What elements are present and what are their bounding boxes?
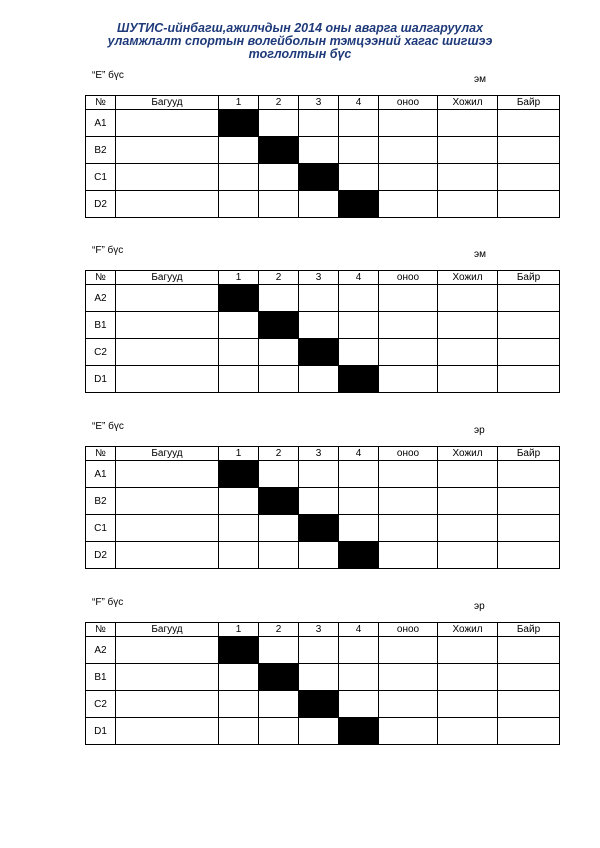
page-title — [60, 22, 540, 61]
place-cell — [498, 461, 560, 488]
points-cell — [379, 691, 438, 718]
wins-cell — [438, 339, 498, 366]
points-cell — [379, 137, 438, 164]
game-cell — [339, 137, 379, 164]
game-cell — [339, 515, 379, 542]
header-no: № — [86, 623, 116, 637]
team-name-cell — [116, 637, 219, 664]
header-wins: Хожил — [438, 447, 498, 461]
place-cell — [498, 542, 560, 569]
team-name-cell — [116, 366, 219, 393]
game-cell — [259, 110, 299, 137]
table-row — [86, 164, 560, 191]
team-name-cell — [116, 285, 219, 312]
team-code-cell: B1 — [86, 312, 116, 339]
place-cell — [498, 137, 560, 164]
place-cell — [498, 110, 560, 137]
game-cell — [299, 110, 339, 137]
score-table — [85, 622, 560, 745]
game-cell — [259, 366, 299, 393]
team-name-cell — [116, 339, 219, 366]
team-name-cell — [116, 191, 219, 218]
team-code-cell: B1 — [86, 664, 116, 691]
wins-cell — [438, 664, 498, 691]
game-cell — [339, 461, 379, 488]
place-cell — [498, 691, 560, 718]
header-g2: 2 — [259, 271, 299, 285]
team-code-cell: D2 — [86, 542, 116, 569]
place-cell — [498, 718, 560, 745]
header-g1: 1 — [219, 447, 259, 461]
team-name-cell — [116, 110, 219, 137]
team-name-cell — [116, 461, 219, 488]
game-cell — [299, 461, 339, 488]
game-cell — [219, 718, 259, 745]
team-name-cell — [116, 542, 219, 569]
place-cell — [498, 515, 560, 542]
points-cell — [379, 339, 438, 366]
game-cell — [339, 488, 379, 515]
game-cell — [299, 366, 339, 393]
wins-cell — [438, 637, 498, 664]
blocked-cell — [299, 164, 339, 191]
wins-cell — [438, 515, 498, 542]
game-cell — [259, 691, 299, 718]
gender-label: эр — [474, 425, 485, 436]
blocked-cell — [299, 515, 339, 542]
wins-cell — [438, 164, 498, 191]
game-cell — [339, 664, 379, 691]
game-cell — [219, 664, 259, 691]
table-row — [86, 191, 560, 218]
wins-cell — [438, 488, 498, 515]
blocked-cell — [219, 110, 259, 137]
wins-cell — [438, 718, 498, 745]
header-g3: 3 — [299, 447, 339, 461]
place-cell — [498, 191, 560, 218]
points-cell — [379, 312, 438, 339]
game-cell — [339, 285, 379, 312]
header-team: Багууд — [116, 623, 219, 637]
gender-label: эр — [474, 601, 485, 612]
team-name-cell — [116, 515, 219, 542]
team-code-cell: B2 — [86, 488, 116, 515]
table-row — [86, 515, 560, 542]
points-cell — [379, 664, 438, 691]
header-place: Байр — [498, 96, 560, 110]
points-cell — [379, 110, 438, 137]
team-name-cell — [116, 691, 219, 718]
table-header-row — [86, 447, 560, 461]
score-table — [85, 270, 560, 393]
header-points: оноо — [379, 447, 438, 461]
title-line-2: уламжлалт спортын волейболын тэмцээний хагас шигшээ — [107, 34, 493, 48]
points-cell — [379, 164, 438, 191]
header-team: Багууд — [116, 447, 219, 461]
game-cell — [299, 664, 339, 691]
blocked-cell — [219, 637, 259, 664]
wins-cell — [438, 366, 498, 393]
team-code-cell: B2 — [86, 137, 116, 164]
header-g4: 4 — [339, 271, 379, 285]
team-name-cell — [116, 718, 219, 745]
game-cell — [259, 191, 299, 218]
game-cell — [339, 339, 379, 366]
blocked-cell — [339, 191, 379, 218]
team-name-cell — [116, 312, 219, 339]
team-name-cell — [116, 488, 219, 515]
header-g3: 3 — [299, 623, 339, 637]
team-name-cell — [116, 664, 219, 691]
table-row — [86, 285, 560, 312]
title-line-3: тоглолтын бүс — [248, 47, 352, 61]
game-cell — [219, 515, 259, 542]
game-cell — [299, 312, 339, 339]
header-g3: 3 — [299, 96, 339, 110]
table-row — [86, 691, 560, 718]
zone-label: “F” бүс — [92, 245, 124, 256]
place-cell — [498, 366, 560, 393]
place-cell — [498, 488, 560, 515]
wins-cell — [438, 110, 498, 137]
points-cell — [379, 285, 438, 312]
game-cell — [339, 637, 379, 664]
place-cell — [498, 285, 560, 312]
game-cell — [299, 542, 339, 569]
game-cell — [219, 488, 259, 515]
team-code-cell: D2 — [86, 191, 116, 218]
place-cell — [498, 339, 560, 366]
blocked-cell — [339, 366, 379, 393]
header-g4: 4 — [339, 623, 379, 637]
score-table — [85, 95, 560, 218]
wins-cell — [438, 137, 498, 164]
blocked-cell — [259, 664, 299, 691]
game-cell — [299, 488, 339, 515]
blocked-cell — [259, 312, 299, 339]
place-cell — [498, 664, 560, 691]
header-g4: 4 — [339, 96, 379, 110]
points-cell — [379, 637, 438, 664]
game-cell — [299, 718, 339, 745]
game-cell — [259, 515, 299, 542]
game-cell — [299, 137, 339, 164]
game-cell — [339, 110, 379, 137]
header-no: № — [86, 96, 116, 110]
game-cell — [259, 339, 299, 366]
header-no: № — [86, 447, 116, 461]
header-team: Багууд — [116, 96, 219, 110]
game-cell — [339, 164, 379, 191]
header-points: оноо — [379, 96, 438, 110]
header-g3: 3 — [299, 271, 339, 285]
table-row — [86, 339, 560, 366]
table-header-row — [86, 623, 560, 637]
header-g2: 2 — [259, 447, 299, 461]
header-g1: 1 — [219, 271, 259, 285]
table-row — [86, 542, 560, 569]
table-row — [86, 488, 560, 515]
team-name-cell — [116, 164, 219, 191]
team-code-cell: A1 — [86, 461, 116, 488]
game-cell — [219, 339, 259, 366]
blocked-cell — [259, 137, 299, 164]
place-cell — [498, 312, 560, 339]
team-code-cell: C1 — [86, 515, 116, 542]
game-cell — [219, 164, 259, 191]
points-cell — [379, 515, 438, 542]
team-code-cell: D1 — [86, 366, 116, 393]
header-points: оноо — [379, 623, 438, 637]
table-header-row — [86, 96, 560, 110]
header-no: № — [86, 271, 116, 285]
header-wins: Хожил — [438, 96, 498, 110]
header-place: Байр — [498, 447, 560, 461]
header-g1: 1 — [219, 623, 259, 637]
header-wins: Хожил — [438, 271, 498, 285]
game-cell — [259, 164, 299, 191]
blocked-cell — [299, 339, 339, 366]
game-cell — [299, 285, 339, 312]
game-cell — [219, 312, 259, 339]
place-cell — [498, 637, 560, 664]
gender-label: эм — [474, 249, 486, 260]
zone-label: “E” бүс — [92, 421, 124, 432]
game-cell — [219, 542, 259, 569]
zone-label: “E” бүс — [92, 70, 124, 81]
game-cell — [259, 461, 299, 488]
game-cell — [339, 312, 379, 339]
team-code-cell: A1 — [86, 110, 116, 137]
game-cell — [339, 691, 379, 718]
team-code-cell: C2 — [86, 691, 116, 718]
table-row — [86, 366, 560, 393]
points-cell — [379, 461, 438, 488]
table-row — [86, 718, 560, 745]
points-cell — [379, 488, 438, 515]
zone-label: “F” бүс — [92, 597, 124, 608]
game-cell — [219, 137, 259, 164]
blocked-cell — [299, 691, 339, 718]
game-cell — [259, 718, 299, 745]
wins-cell — [438, 461, 498, 488]
game-cell — [259, 637, 299, 664]
table-row — [86, 110, 560, 137]
points-cell — [379, 191, 438, 218]
blocked-cell — [259, 488, 299, 515]
header-wins: Хожил — [438, 623, 498, 637]
header-points: оноо — [379, 271, 438, 285]
wins-cell — [438, 312, 498, 339]
game-cell — [299, 637, 339, 664]
gender-label: эм — [474, 74, 486, 85]
table-header-row — [86, 271, 560, 285]
wins-cell — [438, 191, 498, 218]
game-cell — [219, 191, 259, 218]
title-line-1: ШУТИС-ийнбагш,ажилчдын 2014 оны аварга шалгаруулах — [116, 21, 484, 35]
points-cell — [379, 366, 438, 393]
blocked-cell — [339, 718, 379, 745]
blocked-cell — [339, 542, 379, 569]
blocked-cell — [219, 461, 259, 488]
team-code-cell: A2 — [86, 285, 116, 312]
header-g2: 2 — [259, 623, 299, 637]
score-table — [85, 446, 560, 569]
game-cell — [259, 542, 299, 569]
place-cell — [498, 164, 560, 191]
table-row — [86, 637, 560, 664]
header-g1: 1 — [219, 96, 259, 110]
wins-cell — [438, 285, 498, 312]
game-cell — [259, 285, 299, 312]
table-row — [86, 137, 560, 164]
table-row — [86, 461, 560, 488]
team-name-cell — [116, 137, 219, 164]
team-code-cell: D1 — [86, 718, 116, 745]
table-row — [86, 312, 560, 339]
blocked-cell — [219, 285, 259, 312]
team-code-cell: C2 — [86, 339, 116, 366]
header-g4: 4 — [339, 447, 379, 461]
game-cell — [299, 191, 339, 218]
header-g2: 2 — [259, 96, 299, 110]
team-code-cell: C1 — [86, 164, 116, 191]
header-place: Байр — [498, 271, 560, 285]
game-cell — [219, 366, 259, 393]
header-team: Багууд — [116, 271, 219, 285]
table-row — [86, 664, 560, 691]
game-cell — [219, 691, 259, 718]
team-code-cell: A2 — [86, 637, 116, 664]
wins-cell — [438, 691, 498, 718]
points-cell — [379, 542, 438, 569]
points-cell — [379, 718, 438, 745]
header-place: Байр — [498, 623, 560, 637]
wins-cell — [438, 542, 498, 569]
